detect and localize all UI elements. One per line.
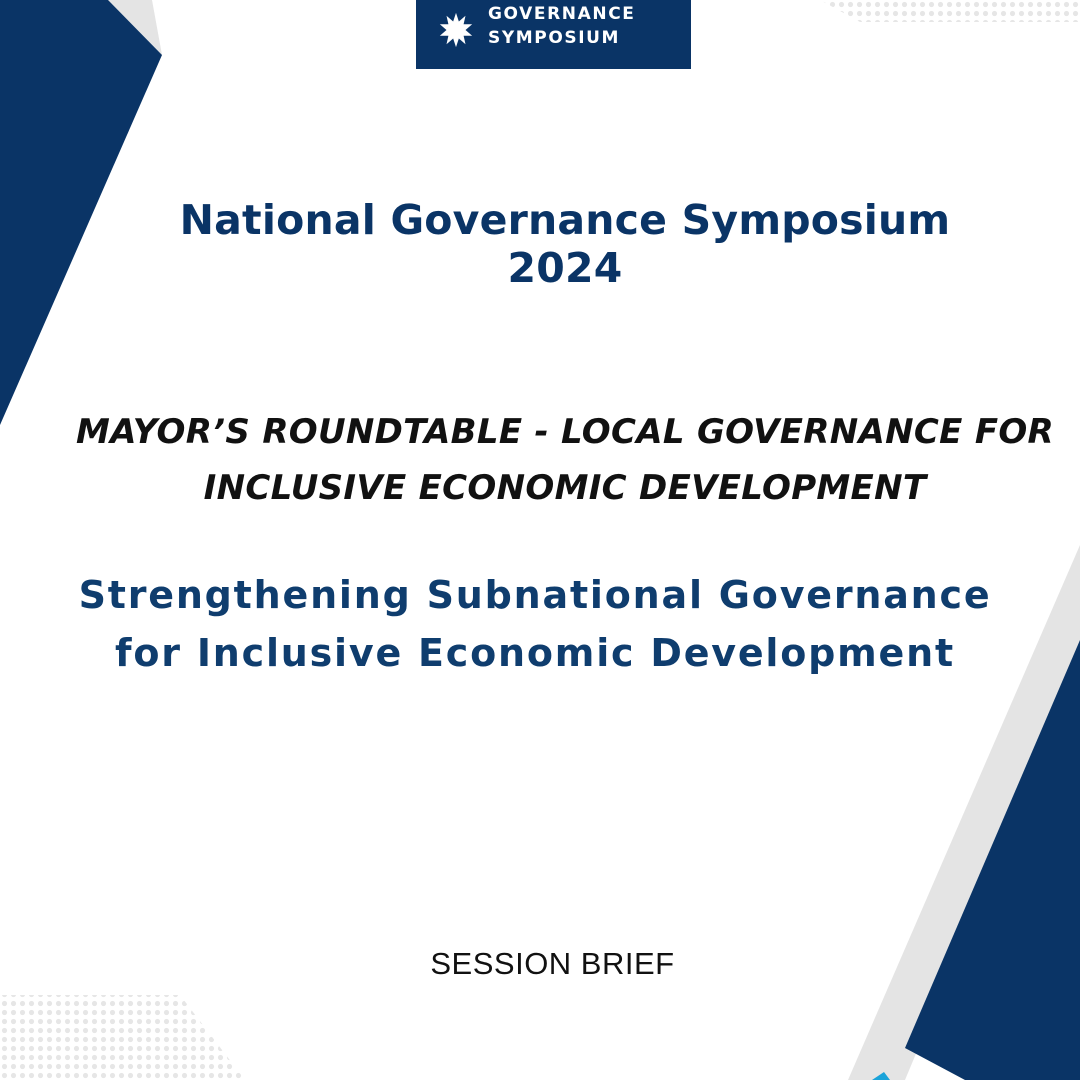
session-subtitle-line-1: Strengthening Subnational Governance bbox=[78, 573, 992, 617]
starburst-icon bbox=[437, 11, 475, 49]
right-navy-shape bbox=[905, 640, 1080, 1080]
session-subtitle bbox=[60, 566, 1010, 682]
document-type-label: SESSION BRIEF bbox=[430, 946, 675, 981]
session-subtitle-line-2: for Inclusive Economic Development bbox=[115, 631, 955, 675]
session-title bbox=[70, 404, 1060, 516]
event-title-line-1: National Governance Symposium bbox=[179, 196, 951, 244]
logo-line-governance: GOVERNANCE bbox=[488, 4, 636, 24]
event-title-line-2: 2024 bbox=[507, 244, 623, 292]
dot-pattern-top-right bbox=[820, 0, 1080, 22]
session-title-line-1: MAYOR’S ROUNDTABLE - LOCAL GOVERNANCE FOR bbox=[75, 412, 1055, 452]
session-title-line-2: INCLUSIVE ECONOMIC DEVELOPMENT bbox=[203, 468, 927, 508]
logo-wordmark bbox=[488, 2, 636, 50]
logo-line-symposium: SYMPOSIUM bbox=[488, 28, 621, 48]
event-title bbox=[120, 196, 1010, 292]
dot-pattern-bottom-left bbox=[0, 995, 245, 1080]
